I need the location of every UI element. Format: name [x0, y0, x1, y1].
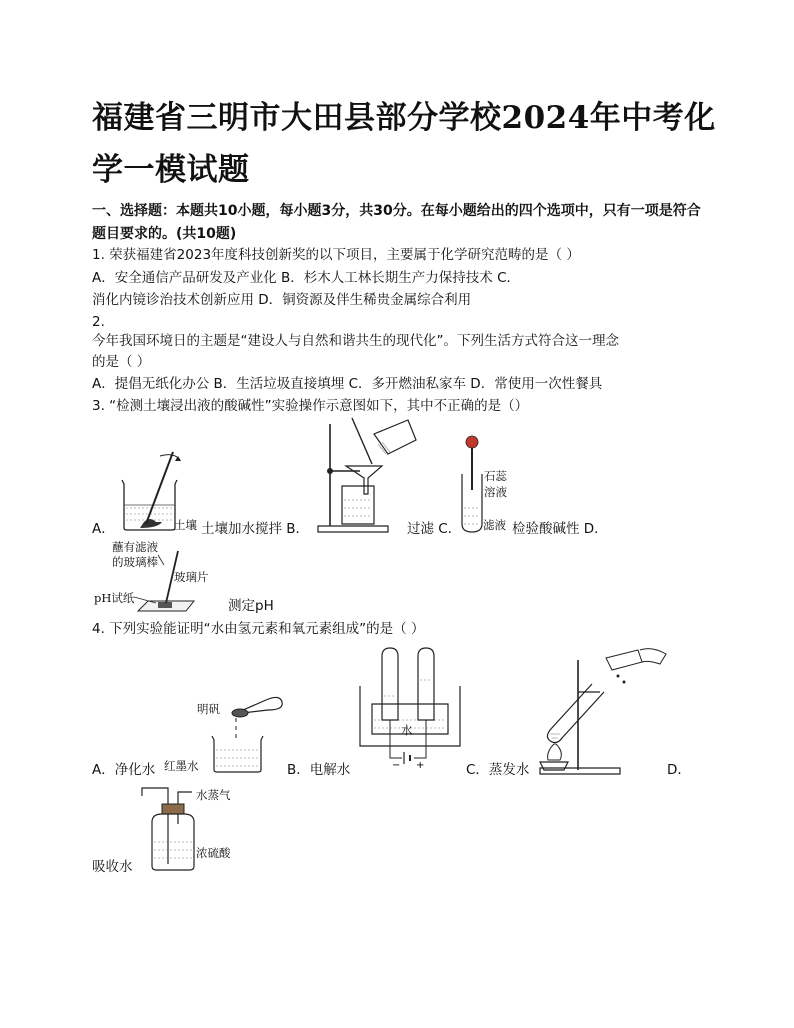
q4-option-c-text: C．蒸发水 — [466, 762, 530, 778]
q3-option-a-text: 土壤加水搅拌 B． — [201, 521, 310, 537]
q4-option-a-text: A．净化水 — [92, 762, 156, 778]
electrolysis-figure — [352, 646, 468, 771]
label-conc-sulfuric-acid: 浓硫酸 — [196, 846, 231, 860]
label-water: 水 — [401, 723, 413, 737]
purify-water-figure — [206, 688, 292, 780]
evaporation-figure — [520, 646, 670, 776]
q4-option-d-text: 吸收水 — [92, 859, 133, 875]
q2-stem: 的是（ ） — [92, 354, 151, 370]
filtration-figure — [316, 416, 426, 536]
section-heading: 一、选择题：本题共10小题，每小题3分，共30分。在每小题给出的四个选项中，只有一项是符合题目要求的。(共10题) — [92, 203, 701, 242]
q3-option-c-text: 检验酸碱性 D． — [512, 521, 608, 537]
label-glass-rod: 蘸有滤液的玻璃棒 — [112, 540, 158, 569]
q1-options-line: A．安全通信产品研发及产业化 B．杉木人工林长期生产力保持技术 C． — [92, 270, 521, 286]
ph-paper-figure — [128, 545, 208, 615]
label-litmus: 石蕊溶液 — [484, 469, 507, 499]
q1-options-line: 消化内镜诊治技术创新应用 D．铜资源及伴生稀贵金属综合利用 — [92, 292, 472, 308]
label-soil: 土壤 — [174, 518, 197, 532]
q4-option-d-prefix: D． — [667, 762, 691, 778]
label-red-ink: 红墨水 — [164, 759, 199, 773]
q3-option-d-text: 测定pH — [228, 598, 274, 614]
q1-stem: 1. 荣获福建省2023年度科技创新奖的以下项目，主要属于化学研究范畴的是（ ） — [92, 247, 580, 263]
q3-option-b-text: 过滤 C． — [407, 521, 462, 537]
q2-number: 2. — [92, 314, 105, 330]
q4-option-b-text: B．电解水 — [287, 762, 351, 778]
q3-option-a-prefix: A． — [92, 521, 115, 537]
label-glass-slide: 玻璃片 — [174, 570, 209, 584]
label-alum: 明矾 — [197, 702, 220, 716]
svg-text:+: + — [416, 760, 425, 771]
svg-text:−: − — [392, 760, 401, 771]
label-ph-paper: pH试纸 — [94, 591, 135, 605]
q3-stem: 3. “检测土壤浸出液的酸碱性”实验操作示意图如下，其中不正确的是（） — [92, 398, 529, 414]
q2-stem: 今年我国环境日的主题是“建设人与自然和谐共生的现代化”。下列生活方式符合这一理念 — [92, 333, 619, 349]
label-filtrate: 滤液 — [483, 518, 506, 532]
q4-stem: 4. 下列实验能证明“水由氢元素和氧元素组成”的是（ ） — [92, 621, 425, 637]
q2-options-line: A．提倡无纸化办公 B．生活垃圾直接填埋 C．多开燃油私家车 D．常使用一次性餐具 — [92, 376, 603, 392]
label-water-vapor: 水蒸气 — [196, 788, 231, 802]
page-title: 福建省三明市大田县部分学校2024年中考化学一模试题 — [92, 100, 716, 188]
